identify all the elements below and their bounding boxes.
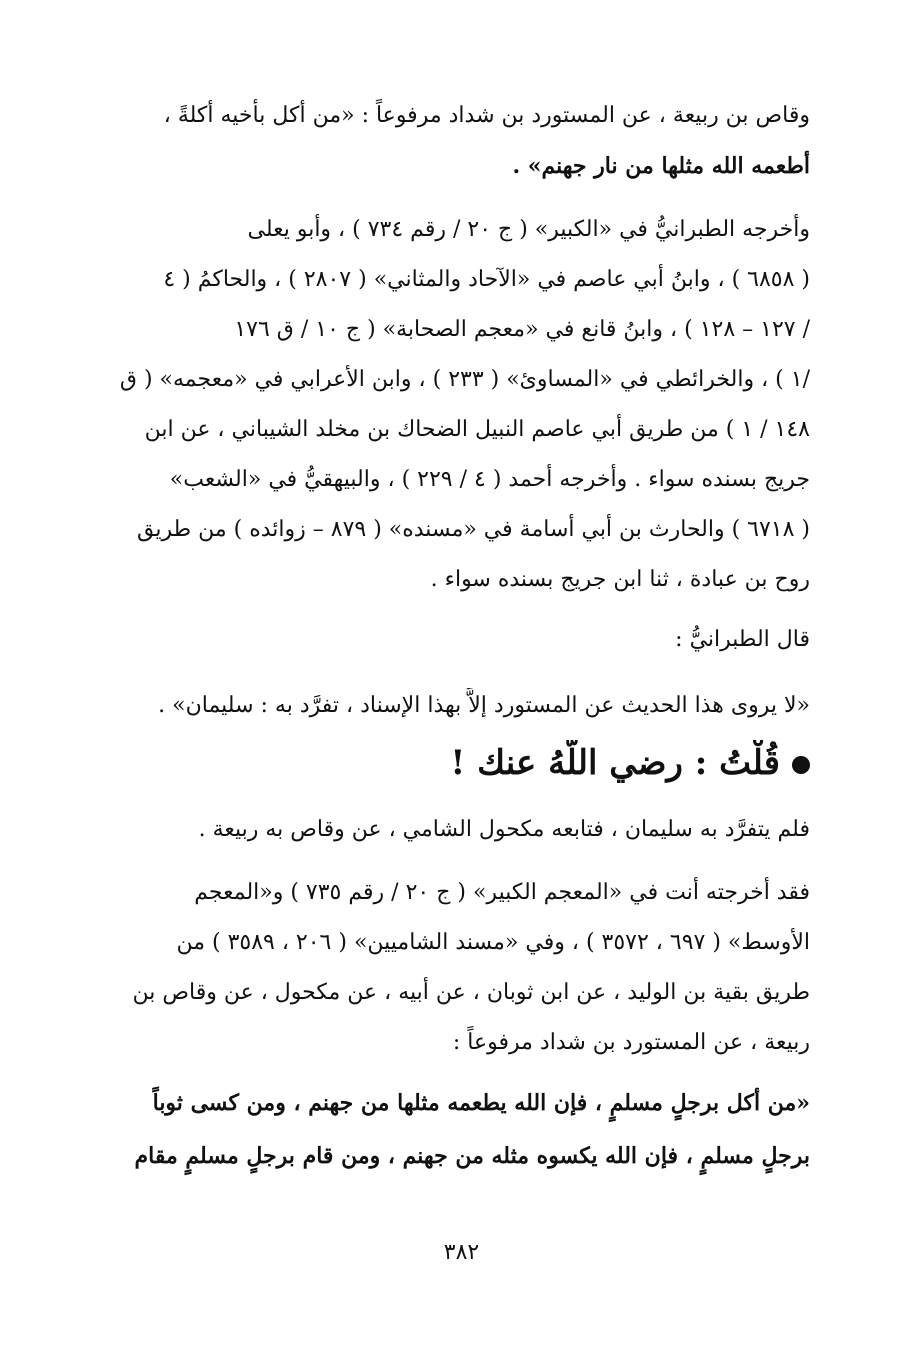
text-line: فقد أخرجته أنت في «المعجم الكبير» ( ج ٢٠ / رقم ٧٣٥ ) و«المعجم xyxy=(194,880,810,905)
text-line-bold: برجلٍ مسلمٍ ، فإن الله يكسوه مثله من جهنم ، ومن قام برجلٍ مسلمٍ مقام xyxy=(134,1143,810,1169)
text-line: طريق بقية بن الوليد ، عن ابن ثوبان ، عن أبيه ، عن مكحول ، عن وقاص بن xyxy=(132,980,810,1005)
bullet-icon xyxy=(792,756,810,774)
text-line-bold: «من أكل برجلٍ مسلمٍ ، فإن الله يطعمه مثلها من جهنم ، ومن كسى ثوباً xyxy=(152,1090,810,1116)
text-line: ( ٦٨٥٨ ) ، وابنُ أبي عاصم في «الآحاد والمثاني» ( ٢٨٠٧ ) ، والحاكمُ ( ٤ xyxy=(163,267,810,292)
text-line: /١ ) ، والخرائطي في «المساوئ» ( ٢٣٣ ) ، وابن الأعرابي في «معجمه» ( ق xyxy=(119,367,810,392)
heading-text: قُلْتُ : رضي اللَّهُ عنك ! xyxy=(450,743,780,783)
text-line: وأخرجه الطبرانيُّ في «الكبير» ( ج ٢٠ / رقم ٧٣٤ ) ، وأبو يعلى xyxy=(247,217,810,242)
text-line: الأوسط» ( ٦٩٧ ، ٣٥٧٢ ) ، وفي «مسند الشاميين» ( ٢٠٦ ، ٣٥٨٩ ) من xyxy=(176,930,810,955)
text-line-bold: أطعمه الله مثلها من نار جهنم» . xyxy=(512,153,810,179)
text-line: قال الطبرانيُّ : xyxy=(675,627,810,652)
text-line: ( ٦٧١٨ ) والحارث بن أبي أسامة في «مسنده» ( ٨٧٩ – زوائده ) من طريق xyxy=(136,517,810,542)
text-line: ربيعة ، عن المستورد بن شداد مرفوعاً : xyxy=(452,1030,810,1055)
section-heading xyxy=(110,740,810,790)
text-line: جريج بسنده سواء . وأخرجه أحمد ( ٤ / ٢٢٩ ) ، والبيهقيُّ في «الشعب» xyxy=(169,467,810,492)
quote-line: «لا يروى هذا الحديث عن المستورد إلاَّ بهذا الإسناد ، تفرَّد به : سليمان» . xyxy=(158,693,810,718)
text-line: فلم يتفرَّد به سليمان ، فتابعه مكحول الشامي ، عن وقاص به ربيعة . xyxy=(198,817,810,842)
text-line: روح بن عبادة ، ثنا ابن جريج بسنده سواء . xyxy=(430,567,810,592)
text-line: وقاص بن ربيعة ، عن المستورد بن شداد مرفوعاً : «من أكل بأخيه أكلةً ، xyxy=(163,103,810,128)
page-number: ٣٨٢ xyxy=(443,1240,480,1265)
text-line: ١٤٨ / ١ ) من طريق أبي عاصم النبيل الضحاك بن مخلد الشيباني ، عن ابن xyxy=(144,417,810,442)
text-line: / ١٢٧ – ١٢٨ ) ، وابنُ قانع في «معجم الصحابة» ( ج ١٠ / ق ١٧٦ xyxy=(234,317,810,342)
